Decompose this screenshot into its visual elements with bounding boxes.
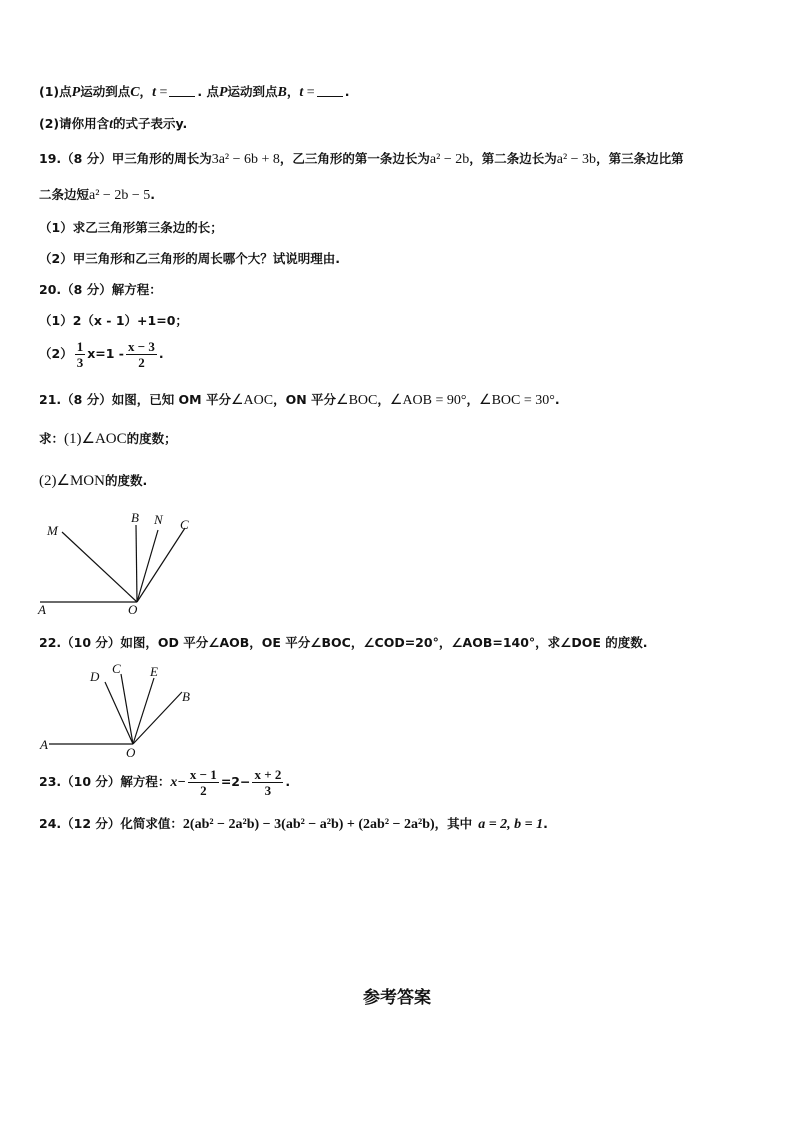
q24-text: ，其中 [434,816,473,831]
fraction [188,767,219,798]
label-a: A [40,737,48,752]
var-t: t [152,85,156,100]
ray-ob [136,525,137,602]
q21-text: ，ON 平分 [273,392,337,407]
label-d: D [90,669,100,684]
q19-expr: 3a² − 6b + 8 [211,152,280,167]
ray-oc [137,528,185,602]
fraction-den: 3 [264,783,272,798]
label-e: E [150,664,158,679]
q21-angle-figure [37,508,197,618]
q18-eq: = [155,85,168,100]
q19-text: 19.（8 分）甲三角形的周长为 [39,151,212,166]
var-p: P [71,85,81,100]
var-t: t [109,117,114,132]
label-c: C [180,517,189,532]
q21-expr: (2)∠MON [39,473,105,489]
fraction-num: x − 3 [127,339,155,354]
q18-text: 运动到点 [227,84,278,99]
q21-text: 21.（8 分）如图，已知 OM 平分 [39,392,231,407]
q21-expr: ∠AOB = 90° [389,393,467,408]
q18-eq: = [303,85,315,100]
q19-sub2: （2）甲三角形和乙三角形的周长哪个大？试说明理由. [39,251,340,266]
label-b: B [182,689,190,704]
q21-ask1 [39,430,177,448]
q23-text: 23.（10 分）解方程： [39,774,171,789]
q18-text: . [344,84,350,99]
q22-angle-figure [37,660,197,760]
var-p: P [218,85,228,100]
q18-text: ， [286,84,300,99]
ray-oc [121,674,133,744]
var-b: B [277,85,287,100]
q24-text: 24.（12 分）化简求值： [39,816,183,831]
fraction [252,767,283,798]
fraction-den: 2 [138,355,145,370]
q18-text: 的式子表示 [113,116,176,131]
q21-expr: ∠BOC [336,393,378,408]
q23-text: =2− [220,774,251,789]
q19-expr: a² − 3b [556,152,597,167]
fraction-den: 3 [76,355,84,370]
ray-on [137,530,158,602]
q21-text: . [554,392,560,407]
fraction [75,339,86,370]
q24-text: . [543,816,548,831]
q20-head: 20.（8 分）解方程： [39,282,162,297]
q21-ask2 [39,472,147,490]
fraction [126,339,157,370]
q20-text: x=1 - [87,346,124,361]
q24-line [39,815,548,834]
label-m: M [47,523,58,538]
q19-text: ，乙三角形的第一条边长为 [279,151,430,166]
q21-text: 求： [39,431,65,446]
q24-values: a = 2, b = 1 [478,817,544,832]
q20-sub2 [39,339,164,370]
q18-text: ， [139,84,153,99]
answer-blank [169,84,195,97]
q18-text: 运动到点 [80,84,131,99]
fraction-den: 2 [200,783,207,798]
q23-line [39,767,290,798]
q19-expr: a² − 2b [429,152,470,167]
ray-ob [133,692,182,744]
q21-head [39,391,560,410]
q19-text: . [150,187,155,202]
q18-text: . 点 [197,84,219,99]
fraction-num: 1 [76,339,84,354]
var-t: t [299,85,304,100]
label-o: O [126,745,136,760]
q22-text: 22.（10 分）如图，OD 平分∠AOB，OE 平分∠BOC，∠COD=20°，∠AOB=140°，求∠DOE 的度数. [39,635,648,650]
label-a: A [38,602,46,617]
label-n: N [154,512,163,527]
q19-text: ，第三条边比第 [596,151,684,166]
q20-sub1: （1）2（x - 1）+1=0； [39,313,188,328]
q19-sub1: （1）求乙三角形第三条边的长； [39,220,223,235]
q19-text: 二条边短 [39,187,90,202]
q18-part1 [39,83,349,102]
q21-text: ， [466,392,480,407]
q19-text: ，第二条边长为 [469,151,557,166]
q21-text: ， [377,392,390,407]
q20-text: . [158,346,164,361]
q18-text: (1)点 [39,84,72,99]
q21-expr: ∠BOC = 30° [479,393,555,408]
ray-om [62,532,137,602]
q24-expr: 2(ab² − 2a²b) − 3(ab² − a²b) + (2ab² − 2a²b) [182,817,435,832]
ray-oe [133,678,154,744]
q18-text: (2)请你用含 [39,116,110,131]
label-b: B [131,510,139,525]
fraction-num: x + 2 [254,767,282,782]
q23-expr: x− [170,775,186,790]
answer-blank [317,84,343,97]
q18-part2 [39,115,187,134]
q19-expr: a² − 2b − 5 [89,188,151,203]
q23-text: . [285,774,291,789]
q18-text: y. [175,116,188,131]
label-c: C [112,661,121,676]
answer-section-title: 参考答案 [363,988,431,1008]
q21-text: 的度数； [126,431,177,446]
q21-expr: (1)∠AOC [64,431,127,447]
q20-text: （2） [39,346,73,361]
var-c: C [130,85,140,100]
label-o: O [128,602,138,617]
q19-line2 [39,186,155,205]
q19-line1 [39,150,684,169]
q21-text: 的度数. [104,473,148,488]
q21-expr: ∠AOC [230,393,274,408]
fraction-num: x − 1 [189,767,217,782]
ray-od [105,682,133,744]
